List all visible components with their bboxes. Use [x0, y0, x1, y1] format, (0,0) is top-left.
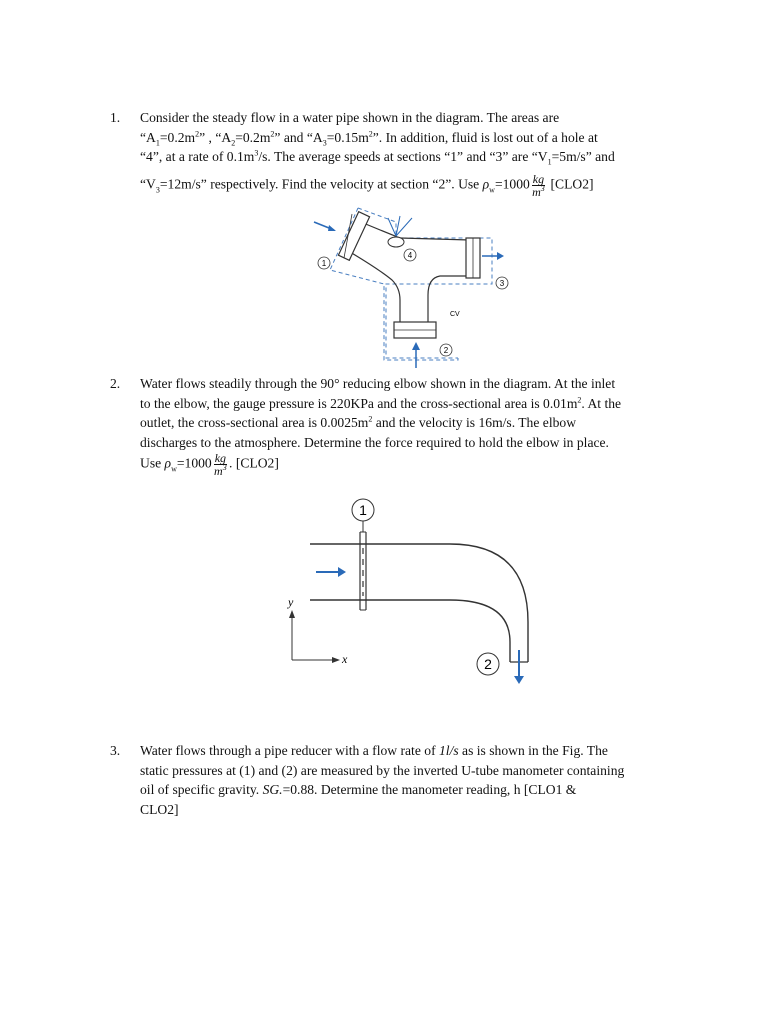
q1-line-1: Consider the steady flow in a water pipe shown in the diagram. The areas are	[140, 110, 560, 125]
q2-line-4: discharges to the atmosphere. Determine the force required to hold the elbow in place.	[140, 434, 609, 450]
svg-text:x: x	[342, 652, 348, 666]
density-unit-fraction: $\frac{kg}{m^3}$	[532, 171, 545, 199]
q2-line-3: outlet, the cross-sectional area is $0.0025m^2$ and the velocity is 16m/s. The elbow	[140, 414, 577, 430]
q3-line-2: static pressures at (1) and (2) are measured by the inverted U-tube manometer containing	[140, 762, 625, 778]
svg-text:2: 2	[484, 656, 492, 672]
section-2-label	[477, 653, 499, 675]
question-number: 2.	[110, 376, 121, 391]
question-2	[110, 374, 680, 477]
q3-line-1: Water flows through a pipe reducer with a flow rate of 1l/s as is shown in the Fig. The	[140, 743, 608, 758]
section-3-label	[496, 277, 508, 289]
control-volume-label: CV	[450, 311, 460, 318]
q2-line-5: Use $\rho_w=1000$ $\frac{kg}{m^3}$ . [CLO2]	[140, 451, 279, 478]
q1-line-3: “4”, at a rate of $0.1m^3/s$. The average speeds at sections “1” and “3” are “$V_1=5m/s$” and	[140, 148, 615, 167]
question-text	[140, 741, 680, 819]
question-text	[140, 374, 680, 477]
section-4-label	[404, 249, 416, 261]
q3-line-3: oil of specific gravity. SG.=0.88. Determine the manometer reading, h [CLO1 &	[140, 782, 577, 797]
reducing-elbow-diagram	[280, 492, 550, 692]
q1-line-2: “$A_1=0.2m^2$” , “$A_2=0.2m^2$” and “$A_3=0.15m^2$”. In addition, fluid is lost out of a hole at	[140, 128, 598, 148]
svg-text:1: 1	[321, 259, 327, 268]
coordinate-axes	[287, 595, 348, 666]
question-number: 3.	[110, 743, 121, 758]
section-2-label	[440, 344, 452, 356]
q1-line-4: “$V_3=12m/s$” respectively. Find the velocity at section “2”. Use $\rho_w=1000$ $\frac{kg}{m^3}$ [CLO2]	[140, 171, 594, 199]
section-1-label	[318, 257, 330, 269]
flow-pipe-diagram	[300, 200, 530, 370]
question-number: 1.	[110, 110, 121, 125]
svg-text:1: 1	[359, 502, 367, 518]
svg-text:3: 3	[499, 279, 505, 288]
q3-line-4: CLO2]	[140, 801, 179, 817]
density-unit-fraction: $\frac{kg}{m^3}$	[214, 451, 227, 478]
q2-line-2: to the elbow, the gauge pressure is 220KPa and the cross-sectional area is $0.01m^2$. At the	[140, 394, 622, 411]
svg-text:y: y	[288, 595, 294, 609]
question-3	[110, 741, 680, 819]
question-1	[110, 108, 680, 198]
section-1-label	[352, 499, 374, 532]
svg-text:2: 2	[443, 346, 449, 355]
svg-text:4: 4	[407, 251, 413, 260]
question-text	[140, 108, 680, 198]
q2-line-1: Water flows steadily through the 90° reducing elbow shown in the diagram. At the inlet	[140, 376, 616, 391]
